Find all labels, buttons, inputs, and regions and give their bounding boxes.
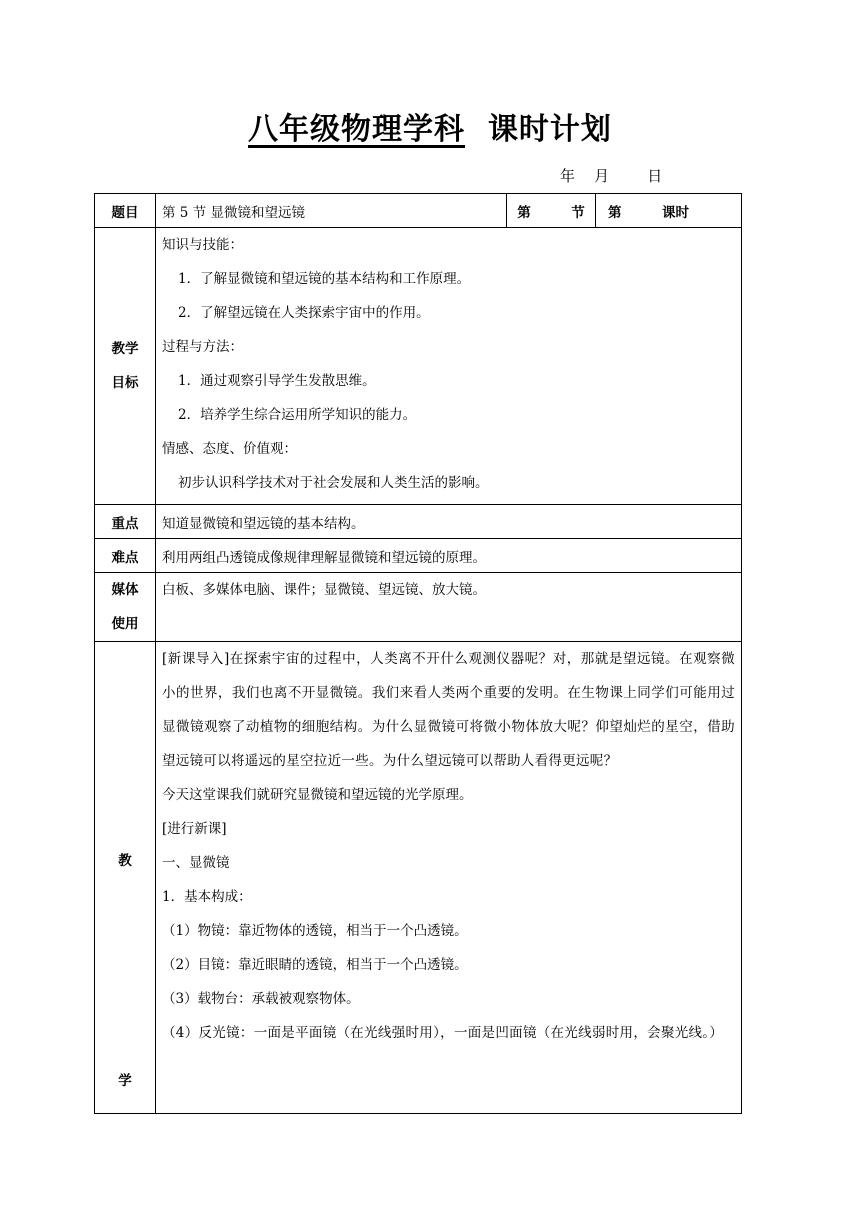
objectives-label-2: 目标 [111,375,139,391]
teaching-content [156,642,742,1114]
intro-paragraph: [新课导入]在探索宇宙的过程中，人类离不开什么观测仪器呢？对，那就是望远镜。在观察微小的世界，我们也离不开显微镜。我们来看人类两个重要的发明。在生物课上同学们可能用过显微镜观察了动植物的细胞结构。为什么显微镜可将微小物体放大呢？仰望灿烂的星空，借助望远镜可以将遥远的星空拉近一些。为什么望远镜可以帮助人看得更远呢？ [162,651,735,769]
objectives-label-1: 教学 [111,341,139,357]
key-point-label: 重点 [95,505,156,539]
topic-row [95,194,742,228]
media-label-2: 使用 [111,616,139,632]
teaching-last-paragraph: （4）反光镜：一面是平面镜（在光线强时用），一面是凹面镜（在光线弱时用，会聚光线。） [162,1025,724,1041]
objective-line: 2．培养学生综合运用所学知识的能力。 [178,407,417,423]
topic-label: 题目 [95,194,156,228]
objective-line: 知识与技能： [162,237,243,253]
objective-line: 初步认识科学技术对于社会发展和人类生活的影响。 [178,475,489,491]
media-text: 白板、多媒体电脑、课件；显微镜、望远镜、放大镜。 [162,582,486,598]
objective-line: 过程与方法： [162,339,243,355]
key-point-text: 知道显微镜和望远镜的基本结构。 [156,505,742,539]
date-day: 日 [647,167,663,185]
lesson-plan-table [94,193,742,1114]
section-cell: 第 节 [507,194,596,228]
objective-line: 1．通过观察引导学生发散思维。 [178,373,376,389]
teaching-label-2: 学 [118,1073,132,1089]
teaching-label-1: 教 [118,853,132,869]
media-label [95,573,156,642]
media-row [95,573,742,642]
teaching-row [95,642,742,1114]
difficulty-text: 利用两组凸透镜成像规律理解显微镜和望远镜的原理。 [156,539,742,573]
page-title [0,104,860,148]
period-cell: 第 课时 [596,194,742,228]
objectives-row [95,228,742,505]
objective-line: 2．了解望远镜在人类探索宇宙中的作用。 [178,305,430,321]
objective-line: 情感、态度、价值观： [162,441,297,457]
date-line [560,165,662,186]
teaching-line: （1）物镜：靠近物体的透镜，相当于一个凸透镜。 [162,923,468,939]
difficulty-label: 难点 [95,539,156,573]
key-point-row [95,505,742,539]
topic-value: 第 5 节 显微镜和望远镜 [156,194,507,228]
title-plan: 课时计划 [487,112,612,147]
date-year: 年 [560,167,576,185]
teaching-line: （3）载物台：承载被观察物体。 [162,991,360,1007]
title-subject: 八年级物理学科 [248,112,466,147]
teaching-line: [进行新课] [162,821,227,837]
difficulty-row [95,539,742,573]
teaching-line: 1．基本构成： [162,889,252,905]
teaching-line: 一、显微镜 [162,855,230,871]
date-month: 月 [594,167,610,185]
objective-line: 1．了解显微镜和望远镜的基本结构和工作原理。 [178,271,471,287]
media-label-1: 媒体 [111,582,139,598]
teaching-line: 今天这堂课我们就研究显微镜和望远镜的光学原理。 [162,787,473,803]
teaching-label [95,642,156,1114]
objectives-label [95,228,156,505]
objectives-content [156,228,742,505]
media-content [156,573,742,642]
teaching-line: （2）目镜：靠近眼睛的透镜，相当于一个凸透镜。 [162,957,468,973]
